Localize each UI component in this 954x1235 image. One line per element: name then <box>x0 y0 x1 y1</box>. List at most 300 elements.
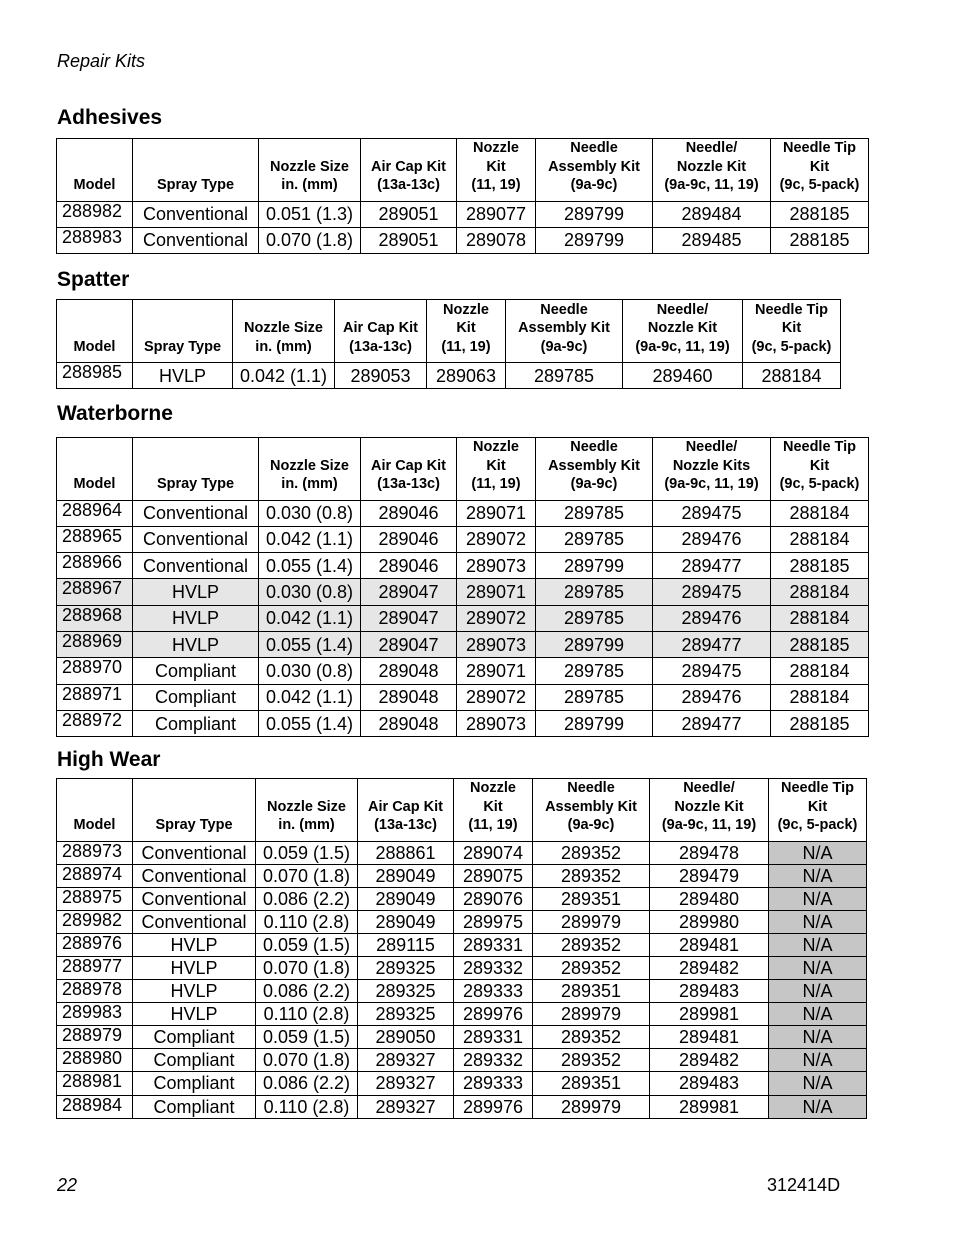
cell-needle-nozzle-kit: 289481 <box>650 1026 769 1049</box>
document-number: 312414D <box>767 1175 841 1195</box>
cell-nozzle-kit: 289075 <box>454 864 533 887</box>
cell-model: 288978 <box>57 980 133 1003</box>
cell-air-cap-kit: 289047 <box>361 579 457 605</box>
header-line: Nozzle Kits <box>672 457 751 474</box>
table-row <box>57 710 869 736</box>
header-line: Kit <box>456 320 476 336</box>
cell-spray-type: Compliant <box>133 1026 256 1049</box>
cell-needle-tip-kit: 288185 <box>771 227 869 253</box>
cell-needle-nozzle-kit: 289479 <box>650 864 769 887</box>
header-line: Needle/ <box>656 301 709 318</box>
table-row <box>57 500 869 526</box>
header-line: Air Cap Kit <box>371 457 446 474</box>
cell-nozzle-size: 0.042 (1.1) <box>233 363 335 389</box>
header-line: Kit <box>486 457 506 474</box>
table-row <box>57 864 867 887</box>
cell-nozzle-kit: 289976 <box>454 1003 533 1026</box>
cell-needle-nozzle-kit: 289477 <box>653 710 771 736</box>
header-needle-tip-kit <box>771 438 869 501</box>
cell-needle-tip-kit: N/A <box>769 1072 867 1095</box>
section-title-waterborne: Waterborne <box>57 402 173 425</box>
header-needle-nozzle-kit <box>623 300 743 363</box>
cell-air-cap-kit: 289327 <box>358 1095 454 1118</box>
header-nozzle-kit <box>454 779 533 842</box>
cell-nozzle-kit: 289072 <box>457 526 536 552</box>
header-needle-assembly-kit <box>536 438 653 501</box>
cell-needle-assembly-kit: 289352 <box>533 864 650 887</box>
header-nozzle-kit <box>457 139 536 202</box>
header-line: Needle Tip <box>782 439 857 455</box>
cell-needle-assembly-kit: 289785 <box>536 658 653 684</box>
cell-spray-type: Compliant <box>133 658 259 684</box>
header-nozzle-kit <box>457 438 536 501</box>
cell-model: 288964 <box>57 500 133 526</box>
cell-spray-type: Conventional <box>133 227 259 253</box>
cell-nozzle-kit: 289071 <box>457 579 536 605</box>
header-nozzle-size <box>256 779 358 842</box>
cell-needle-tip-kit: 288184 <box>771 500 869 526</box>
cell-model: 288971 <box>57 684 133 710</box>
cell-model: 288975 <box>57 887 133 910</box>
cell-model: 288983 <box>57 227 133 253</box>
header-nozzle-kit <box>427 300 506 363</box>
header-line: Kit <box>807 798 828 815</box>
cell-air-cap-kit: 289050 <box>358 1026 454 1049</box>
header-line: Kit <box>809 457 830 474</box>
cell-needle-assembly-kit: 289979 <box>533 1095 650 1118</box>
header-nozzle-size <box>259 438 361 501</box>
header-line: Needle Tip <box>782 140 857 156</box>
header-line: Nozzle <box>473 439 519 455</box>
header-line: Needle Tip <box>780 780 855 796</box>
cell-needle-assembly-kit: 289785 <box>506 363 623 389</box>
header-line: Assembly Kit <box>548 158 640 175</box>
header-line: Kit <box>486 158 506 175</box>
cell-needle-tip-kit: N/A <box>769 1095 867 1118</box>
table-row <box>57 1095 867 1118</box>
cell-needle-nozzle-kit: 289482 <box>650 956 769 979</box>
header-needle-assembly-kit <box>536 139 653 202</box>
cell-needle-nozzle-kit: 289477 <box>653 631 771 657</box>
cell-needle-tip-kit: 288184 <box>743 363 841 389</box>
cell-air-cap-kit: 289327 <box>358 1072 454 1095</box>
header-line: (13a-13c) <box>349 338 412 355</box>
table-row <box>57 1049 867 1072</box>
cell-needle-assembly-kit: 289785 <box>536 526 653 552</box>
cell-needle-tip-kit: N/A <box>769 864 867 887</box>
header-line: Needle <box>567 780 615 796</box>
cell-nozzle-size: 0.059 (1.5) <box>256 1026 358 1049</box>
high-wear-table <box>56 778 867 1119</box>
header-row <box>57 139 869 202</box>
header-line: Spray Type <box>143 338 222 355</box>
header-line: Needle/ <box>685 140 738 156</box>
header-line: Kit <box>809 158 830 175</box>
header-line: Nozzle <box>473 140 519 156</box>
header-line: Nozzle Kit <box>647 320 718 336</box>
cell-needle-nozzle-kit: 289475 <box>653 579 771 605</box>
header-line: in. (mm) <box>255 338 312 355</box>
cell-needle-nozzle-kit: 289475 <box>653 500 771 526</box>
header-line: (9c, 5-pack) <box>779 476 860 492</box>
cell-nozzle-kit: 289332 <box>454 1049 533 1072</box>
cell-air-cap-kit: 289051 <box>361 227 457 253</box>
header-nozzle-size <box>259 139 361 202</box>
cell-needle-assembly-kit: 289352 <box>533 956 650 979</box>
cell-spray-type: HVLP <box>133 933 256 956</box>
cell-needle-tip-kit: N/A <box>769 956 867 979</box>
cell-needle-assembly-kit: 289799 <box>536 631 653 657</box>
header-line: in. (mm) <box>281 476 338 492</box>
cell-air-cap-kit: 289325 <box>358 1003 454 1026</box>
cell-needle-nozzle-kit: 289482 <box>650 1049 769 1072</box>
cell-nozzle-size: 0.070 (1.8) <box>256 1049 358 1072</box>
header-needle-nozzle-kit <box>653 139 771 202</box>
cell-needle-nozzle-kit: 289460 <box>623 363 743 389</box>
header-model <box>57 779 133 842</box>
header-spray-type <box>133 139 259 202</box>
cell-air-cap-kit: 289051 <box>361 201 457 227</box>
cell-model: 288981 <box>57 1072 133 1095</box>
cell-nozzle-kit: 289073 <box>457 553 536 579</box>
header-line: Assembly Kit <box>518 320 610 336</box>
cell-air-cap-kit: 289049 <box>358 910 454 933</box>
cell-needle-tip-kit: 288185 <box>771 553 869 579</box>
cell-nozzle-kit: 289076 <box>454 887 533 910</box>
cell-nozzle-kit: 289331 <box>454 1026 533 1049</box>
cell-spray-type: Conventional <box>133 864 256 887</box>
section-title-adhesives: Adhesives <box>57 106 163 129</box>
header-line: Nozzle Size <box>244 320 323 336</box>
cell-spray-type: Conventional <box>133 887 256 910</box>
header-needle-tip-kit <box>769 779 867 842</box>
section-title-high-wear: High Wear <box>57 748 161 771</box>
header-model <box>57 139 133 202</box>
cell-air-cap-kit: 288861 <box>358 841 454 864</box>
cell-nozzle-kit: 289074 <box>454 841 533 864</box>
cell-spray-type: Compliant <box>133 684 259 710</box>
cell-air-cap-kit: 289046 <box>361 526 457 552</box>
header-line: Kit <box>781 320 802 336</box>
cell-air-cap-kit: 289325 <box>358 980 454 1003</box>
header-line: Model <box>73 476 116 492</box>
cell-model: 288977 <box>57 956 133 979</box>
cell-model: 288967 <box>57 579 133 605</box>
cell-spray-type: HVLP <box>133 579 259 605</box>
table-row <box>57 956 867 979</box>
table-row <box>57 227 869 253</box>
table-row <box>57 658 869 684</box>
cell-needle-tip-kit: 288185 <box>771 201 869 227</box>
header-line: Air Cap Kit <box>368 798 443 815</box>
cell-spray-type: Conventional <box>133 841 256 864</box>
cell-nozzle-size: 0.042 (1.1) <box>259 684 361 710</box>
header-needle-tip-kit <box>743 300 841 363</box>
cell-nozzle-size: 0.110 (2.8) <box>256 1095 358 1118</box>
cell-needle-assembly-kit: 289351 <box>533 980 650 1003</box>
header-row <box>57 300 841 363</box>
cell-model: 288980 <box>57 1049 133 1072</box>
cell-needle-nozzle-kit: 289980 <box>650 910 769 933</box>
cell-nozzle-kit: 289077 <box>457 201 536 227</box>
cell-model: 288984 <box>57 1095 133 1118</box>
header-line: Nozzle <box>443 301 489 318</box>
table-row <box>57 933 867 956</box>
cell-needle-nozzle-kit: 289476 <box>653 605 771 631</box>
cell-needle-nozzle-kit: 289484 <box>653 201 771 227</box>
header-line: (13a-13c) <box>377 177 440 193</box>
cell-needle-tip-kit: 288185 <box>771 631 869 657</box>
cell-nozzle-size: 0.070 (1.8) <box>256 864 358 887</box>
table-row <box>57 980 867 1003</box>
table-row <box>57 579 869 605</box>
header-line: Nozzle Kit <box>676 158 747 175</box>
header-line: (9a-9c, 11, 19) <box>661 817 757 833</box>
header-needle-nozzle-kit <box>653 438 771 501</box>
waterborne-table <box>56 437 869 737</box>
header-row <box>57 779 867 842</box>
cell-air-cap-kit: 289047 <box>361 631 457 657</box>
cell-air-cap-kit: 289046 <box>361 500 457 526</box>
cell-nozzle-kit: 289331 <box>454 933 533 956</box>
table-row <box>57 684 869 710</box>
header-line: Assembly Kit <box>548 457 640 474</box>
cell-air-cap-kit: 289048 <box>361 684 457 710</box>
cell-needle-tip-kit: 288184 <box>771 658 869 684</box>
cell-nozzle-kit: 289975 <box>454 910 533 933</box>
header-line: Model <box>73 338 116 355</box>
cell-needle-tip-kit: 288184 <box>771 526 869 552</box>
cell-nozzle-size: 0.110 (2.8) <box>256 1003 358 1026</box>
cell-needle-assembly-kit: 289799 <box>536 553 653 579</box>
cell-needle-nozzle-kit: 289481 <box>650 933 769 956</box>
cell-nozzle-kit: 289071 <box>457 658 536 684</box>
cell-needle-assembly-kit: 289352 <box>533 933 650 956</box>
cell-needle-assembly-kit: 289352 <box>533 1049 650 1072</box>
cell-needle-tip-kit: N/A <box>769 980 867 1003</box>
header-line: Nozzle Size <box>270 457 349 474</box>
cell-spray-type: Compliant <box>133 1072 256 1095</box>
table-row <box>57 1072 867 1095</box>
cell-nozzle-size: 0.055 (1.4) <box>259 710 361 736</box>
header-line: Nozzle Kit <box>674 798 744 815</box>
header-model <box>57 438 133 501</box>
cell-nozzle-size: 0.042 (1.1) <box>259 605 361 631</box>
cell-needle-nozzle-kit: 289483 <box>650 980 769 1003</box>
cell-needle-nozzle-kit: 289477 <box>653 553 771 579</box>
header-line: Nozzle Size <box>270 158 349 175</box>
header-spray-type <box>133 300 233 363</box>
cell-air-cap-kit: 289046 <box>361 553 457 579</box>
cell-nozzle-kit: 289073 <box>457 631 536 657</box>
header-line: (9a-9c) <box>540 338 588 355</box>
page-number: 22 <box>57 1175 78 1195</box>
header-air-cap-kit <box>358 779 454 842</box>
cell-needle-tip-kit: N/A <box>769 910 867 933</box>
header-line: Needle <box>540 301 588 318</box>
cell-model: 288973 <box>57 841 133 864</box>
cell-nozzle-size: 0.030 (0.8) <box>259 500 361 526</box>
header-line: Spray Type <box>155 817 233 833</box>
cell-needle-assembly-kit: 289979 <box>533 1003 650 1026</box>
cell-needle-tip-kit: N/A <box>769 1003 867 1026</box>
header-model <box>57 300 133 363</box>
header-nozzle-size <box>233 300 335 363</box>
header-line: (9a-9c) <box>570 177 618 193</box>
cell-spray-type: Compliant <box>133 710 259 736</box>
cell-needle-nozzle-kit: 289485 <box>653 227 771 253</box>
header-line: Needle/ <box>683 780 735 796</box>
cell-nozzle-size: 0.059 (1.5) <box>256 933 358 956</box>
cell-model: 288965 <box>57 526 133 552</box>
cell-needle-nozzle-kit: 289475 <box>653 658 771 684</box>
cell-model: 288976 <box>57 933 133 956</box>
table-row <box>57 363 841 389</box>
cell-nozzle-size: 0.070 (1.8) <box>259 227 361 253</box>
header-air-cap-kit <box>335 300 427 363</box>
cell-needle-assembly-kit: 289785 <box>536 579 653 605</box>
header-line: in. (mm) <box>278 817 335 833</box>
header-line: Nozzle Size <box>267 798 346 815</box>
table-row <box>57 631 869 657</box>
table-row <box>57 526 869 552</box>
cell-nozzle-size: 0.055 (1.4) <box>259 553 361 579</box>
cell-nozzle-size: 0.110 (2.8) <box>256 910 358 933</box>
header-line: Kit <box>483 798 503 815</box>
header-needle-tip-kit <box>771 139 869 202</box>
cell-needle-assembly-kit: 289799 <box>536 227 653 253</box>
cell-model: 288974 <box>57 864 133 887</box>
cell-spray-type: Compliant <box>133 1049 256 1072</box>
header-needle-assembly-kit <box>506 300 623 363</box>
cell-nozzle-size: 0.059 (1.5) <box>256 841 358 864</box>
header-spray-type <box>133 779 256 842</box>
cell-spray-type: HVLP <box>133 363 233 389</box>
cell-air-cap-kit: 289115 <box>358 933 454 956</box>
cell-needle-assembly-kit: 289351 <box>533 887 650 910</box>
running-head: Repair Kits <box>57 51 146 71</box>
header-line: Needle <box>570 439 618 455</box>
cell-spray-type: HVLP <box>133 605 259 631</box>
cell-needle-assembly-kit: 289799 <box>536 201 653 227</box>
header-air-cap-kit <box>361 139 457 202</box>
cell-needle-assembly-kit: 289979 <box>533 910 650 933</box>
header-row <box>57 438 869 501</box>
adhesives-table <box>56 138 869 254</box>
cell-needle-nozzle-kit: 289478 <box>650 841 769 864</box>
cell-needle-tip-kit: 288184 <box>771 579 869 605</box>
header-line: (11, 19) <box>471 476 521 492</box>
cell-spray-type: HVLP <box>133 631 259 657</box>
cell-spray-type: Conventional <box>133 910 256 933</box>
cell-needle-tip-kit: N/A <box>769 841 867 864</box>
header-line: Needle Tip <box>754 301 829 318</box>
header-line: (13a-13c) <box>374 817 437 833</box>
cell-needle-tip-kit: N/A <box>769 1049 867 1072</box>
header-line: (11, 19) <box>441 338 491 355</box>
header-line: (9a-9c) <box>567 817 615 833</box>
header-line: in. (mm) <box>281 177 338 193</box>
table-row <box>57 553 869 579</box>
cell-spray-type: Conventional <box>133 553 259 579</box>
cell-nozzle-kit: 289976 <box>454 1095 533 1118</box>
cell-model: 288969 <box>57 631 133 657</box>
header-line: Model <box>73 817 116 833</box>
cell-needle-assembly-kit: 289799 <box>536 710 653 736</box>
spatter-table <box>56 299 841 389</box>
table-row <box>57 1003 867 1026</box>
header-line: (9c, 5-pack) <box>777 817 858 833</box>
cell-nozzle-size: 0.051 (1.3) <box>259 201 361 227</box>
table-row <box>57 887 867 910</box>
cell-nozzle-size: 0.086 (2.2) <box>256 1072 358 1095</box>
cell-model: 288979 <box>57 1026 133 1049</box>
cell-needle-tip-kit: 288184 <box>771 684 869 710</box>
header-line: (11, 19) <box>471 177 521 193</box>
cell-needle-assembly-kit: 289785 <box>536 500 653 526</box>
header-line: Model <box>73 177 116 193</box>
cell-nozzle-kit: 289073 <box>457 710 536 736</box>
cell-model: 288972 <box>57 710 133 736</box>
header-line: Spray Type <box>156 476 235 492</box>
header-line: (11, 19) <box>468 817 518 833</box>
cell-nozzle-kit: 289063 <box>427 363 506 389</box>
cell-nozzle-size: 0.030 (0.8) <box>259 658 361 684</box>
cell-air-cap-kit: 289053 <box>335 363 427 389</box>
cell-needle-assembly-kit: 289352 <box>533 841 650 864</box>
cell-model: 289982 <box>57 910 133 933</box>
cell-needle-nozzle-kit: 289480 <box>650 887 769 910</box>
cell-needle-tip-kit: N/A <box>769 1026 867 1049</box>
cell-nozzle-kit: 289333 <box>454 1072 533 1095</box>
header-line: Nozzle <box>470 780 516 796</box>
table-row <box>57 201 869 227</box>
cell-nozzle-size: 0.086 (2.2) <box>256 887 358 910</box>
header-line: Spray Type <box>156 177 235 193</box>
cell-model: 288982 <box>57 201 133 227</box>
cell-nozzle-kit: 289071 <box>457 500 536 526</box>
table-row <box>57 841 867 864</box>
header-line: (9c, 5-pack) <box>751 338 832 355</box>
header-spray-type <box>133 438 259 501</box>
cell-nozzle-kit: 289332 <box>454 956 533 979</box>
cell-needle-assembly-kit: 289785 <box>536 605 653 631</box>
cell-nozzle-kit: 289333 <box>454 980 533 1003</box>
cell-air-cap-kit: 289048 <box>361 658 457 684</box>
header-line: Needle <box>570 140 618 156</box>
cell-nozzle-size: 0.070 (1.8) <box>256 956 358 979</box>
header-line: (9a-9c, 11, 19) <box>664 177 759 193</box>
cell-nozzle-size: 0.086 (2.2) <box>256 980 358 1003</box>
cell-air-cap-kit: 289047 <box>361 605 457 631</box>
cell-spray-type: HVLP <box>133 1003 256 1026</box>
cell-needle-tip-kit: 288185 <box>771 710 869 736</box>
table-row <box>57 1026 867 1049</box>
header-line: Air Cap Kit <box>371 158 446 175</box>
header-line: (13a-13c) <box>377 476 440 492</box>
table-row <box>57 910 867 933</box>
header-line: (9a-9c) <box>570 476 618 492</box>
cell-model: 288966 <box>57 553 133 579</box>
cell-nozzle-kit: 289078 <box>457 227 536 253</box>
cell-spray-type: Compliant <box>133 1095 256 1118</box>
cell-needle-nozzle-kit: 289981 <box>650 1095 769 1118</box>
cell-needle-nozzle-kit: 289981 <box>650 1003 769 1026</box>
cell-needle-nozzle-kit: 289476 <box>653 684 771 710</box>
header-needle-nozzle-kit <box>650 779 769 842</box>
cell-spray-type: HVLP <box>133 980 256 1003</box>
header-needle-assembly-kit <box>533 779 650 842</box>
